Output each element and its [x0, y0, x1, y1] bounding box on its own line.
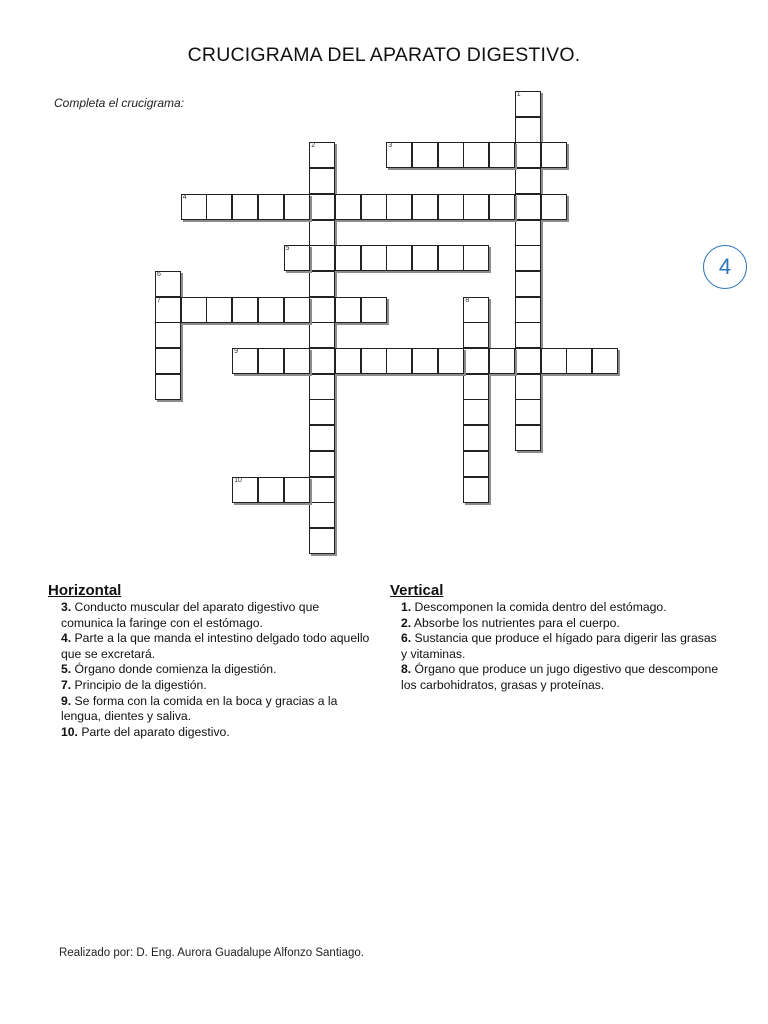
vertical-heading: Vertical — [390, 582, 444, 599]
crossword-cell[interactable] — [438, 194, 464, 220]
crossword-cell[interactable] — [515, 194, 541, 220]
crossword-cell[interactable] — [232, 297, 258, 323]
crossword-cell[interactable] — [515, 168, 541, 194]
clue-number-label: 9. — [61, 693, 72, 708]
crossword-cell[interactable] — [335, 348, 361, 374]
clue-number-label: 7. — [61, 677, 72, 692]
clue-text: Se forma con la comida en la boca y gracias a la lengua, dientes y saliva. — [61, 693, 338, 724]
clue-number-label: 1. — [401, 600, 412, 614]
crossword-cell[interactable] — [515, 297, 541, 323]
crossword-cell[interactable] — [309, 220, 335, 246]
clue-text: Conducto muscular del aparato digestivo que comunica la faringe con el estómago. — [61, 600, 320, 630]
clue-number: 1 — [516, 91, 521, 98]
crossword-cell[interactable] — [541, 194, 567, 220]
crossword-cell[interactable] — [463, 142, 489, 168]
crossword-cell[interactable] — [515, 271, 541, 297]
clue-item — [401, 616, 721, 632]
clue-number-label: 8. — [401, 662, 412, 677]
clue-number-label: 2. — [401, 615, 412, 630]
crossword-cell[interactable] — [284, 477, 310, 503]
crossword-cell[interactable] — [155, 297, 181, 323]
crossword-cell[interactable] — [515, 425, 541, 451]
clue-item — [401, 600, 721, 616]
crossword-cell[interactable] — [309, 194, 335, 220]
clue-text: Parte del aparato digestivo. — [77, 724, 230, 739]
clue-number: 8 — [465, 296, 470, 304]
clue-number: 6 — [157, 270, 161, 278]
crossword-cell[interactable] — [309, 399, 335, 425]
crossword-cell[interactable] — [155, 322, 181, 348]
crossword-cell[interactable] — [438, 348, 464, 374]
crossword-cell[interactable] — [361, 194, 387, 220]
crossword-cell[interactable] — [463, 194, 489, 220]
crossword-cell[interactable] — [515, 399, 541, 425]
crossword-cell[interactable] — [361, 297, 387, 323]
clue-item — [61, 725, 371, 741]
crossword-cell[interactable] — [592, 348, 618, 374]
clue-text: Absorbe los nutrientes para el cuerpo. — [411, 615, 620, 630]
crossword-cell[interactable] — [309, 168, 335, 194]
crossword-cell[interactable] — [489, 194, 515, 220]
clue-item — [61, 662, 371, 678]
clue-number-label: 3. — [61, 600, 72, 614]
crossword-cell[interactable] — [515, 142, 541, 168]
clue-number: 3 — [388, 142, 393, 150]
clue-text: Descomponen la comida dentro del estómago. — [411, 600, 667, 614]
crossword-cell[interactable] — [284, 245, 310, 271]
crossword-cell[interactable] — [438, 245, 464, 271]
crossword-cell[interactable] — [515, 117, 541, 143]
crossword-cell[interactable] — [258, 348, 284, 374]
crossword-cell[interactable] — [412, 142, 438, 168]
crossword-cell[interactable] — [309, 322, 335, 348]
crossword-cell[interactable] — [361, 348, 387, 374]
clue-item — [61, 600, 371, 631]
crossword-cell[interactable] — [232, 194, 258, 220]
crossword-cell[interactable] — [489, 348, 515, 374]
crossword-cell[interactable] — [412, 348, 438, 374]
clue-number: 2 — [311, 142, 316, 150]
crossword-cell[interactable] — [463, 348, 489, 374]
crossword-cell[interactable] — [309, 245, 335, 271]
crossword-cell[interactable] — [258, 477, 284, 503]
clue-number: 9 — [234, 348, 238, 355]
crossword-cell[interactable] — [206, 297, 232, 323]
page-title: CRUCIGRAMA DEL APARATO DIGESTIVO. — [187, 44, 581, 66]
crossword-cell[interactable] — [515, 91, 541, 117]
crossword-cell[interactable] — [541, 142, 567, 168]
crossword-cell[interactable] — [386, 142, 412, 168]
clue-text: Órgano donde comienza la digestión. — [71, 662, 277, 677]
crossword-cell[interactable] — [284, 348, 310, 374]
crossword-cell[interactable] — [309, 528, 335, 554]
crossword-cell[interactable] — [335, 245, 361, 271]
crossword-cell[interactable] — [463, 425, 489, 451]
clue-text: Principio de la digestión. — [71, 677, 207, 692]
crossword-cell[interactable] — [206, 194, 232, 220]
clue-number: 5 — [285, 245, 290, 253]
crossword-cell[interactable] — [515, 245, 541, 271]
crossword-cell[interactable] — [309, 451, 335, 477]
clue-item — [61, 631, 371, 662]
crossword-cell[interactable] — [309, 297, 335, 323]
crossword-cell[interactable] — [361, 245, 387, 271]
clue-number: 7 — [157, 296, 161, 304]
crossword-cell[interactable] — [258, 194, 284, 220]
crossword-cell[interactable] — [309, 425, 335, 451]
clue-item — [61, 694, 371, 725]
crossword-cell[interactable] — [386, 245, 412, 271]
crossword-cell[interactable] — [155, 348, 181, 374]
crossword-cell[interactable] — [463, 297, 489, 323]
clue-item — [401, 631, 721, 662]
crossword-cell[interactable] — [541, 348, 567, 374]
crossword-cell[interactable] — [489, 142, 515, 168]
crossword-cell[interactable] — [463, 399, 489, 425]
crossword-cell[interactable] — [463, 322, 489, 348]
crossword-cell[interactable] — [515, 348, 541, 374]
vertical-clue-list — [401, 600, 721, 694]
clue-text: Sustancia que produce el hígado para digerir las grasas y vitaminas. — [401, 631, 717, 661]
horizontal-clue-list — [61, 600, 371, 740]
crossword-cell[interactable] — [181, 297, 207, 323]
crossword-cell[interactable] — [386, 348, 412, 374]
page-number-badge: 4 — [703, 245, 747, 289]
author-credit: Realizado por: D. Eng. Aurora Guadalupe Alfonzo Santiago. — [59, 947, 364, 959]
crossword-cell[interactable] — [232, 348, 258, 374]
clue-item — [61, 678, 371, 694]
crossword-cell[interactable] — [463, 374, 489, 400]
crossword-cell[interactable] — [258, 297, 284, 323]
crossword-cell[interactable] — [232, 477, 258, 503]
clue-text: Parte a la que manda el intestino delgado todo aquello que se excretará. — [61, 631, 370, 661]
clue-text: Órgano que produce un jugo digestivo que descompone los carbohidratos, grasas y proteínas. — [401, 662, 719, 692]
crossword-cell[interactable] — [463, 245, 489, 271]
crossword-cell[interactable] — [309, 477, 335, 503]
crossword-cell[interactable] — [155, 374, 181, 400]
crossword-cell[interactable] — [386, 194, 412, 220]
crossword-cell[interactable] — [181, 194, 207, 220]
clue-number: 4 — [182, 193, 187, 201]
clue-item — [401, 662, 721, 693]
crossword-cell[interactable] — [309, 142, 335, 168]
clue-number-label: 10. — [61, 724, 78, 739]
crossword-cell[interactable] — [309, 271, 335, 297]
crossword-cell[interactable] — [335, 194, 361, 220]
crossword-cell[interactable] — [309, 348, 335, 374]
crossword-cell[interactable] — [566, 348, 592, 374]
clue-number-label: 6. — [401, 631, 412, 646]
crossword-cell[interactable] — [309, 374, 335, 400]
crossword-cell[interactable] — [515, 374, 541, 400]
crossword-cell[interactable] — [412, 194, 438, 220]
crossword-cell[interactable] — [463, 477, 489, 503]
crossword-cell[interactable] — [412, 245, 438, 271]
crossword-cell[interactable] — [335, 297, 361, 323]
crossword-cell[interactable] — [309, 502, 335, 528]
horizontal-heading: Horizontal — [48, 582, 122, 599]
crossword-cell[interactable] — [463, 451, 489, 477]
crossword-cell[interactable] — [155, 271, 181, 297]
clue-number-label: 5. — [61, 662, 72, 677]
clue-number: 10 — [234, 476, 242, 484]
instruction-text: Completa el crucigrama: — [54, 96, 185, 110]
crossword-cell[interactable] — [284, 297, 310, 323]
crossword-cell[interactable] — [284, 194, 310, 220]
crossword-cell[interactable] — [515, 220, 541, 246]
crossword-cell[interactable] — [515, 322, 541, 348]
crossword-cell[interactable] — [438, 142, 464, 168]
clue-number-label: 4. — [61, 631, 72, 646]
